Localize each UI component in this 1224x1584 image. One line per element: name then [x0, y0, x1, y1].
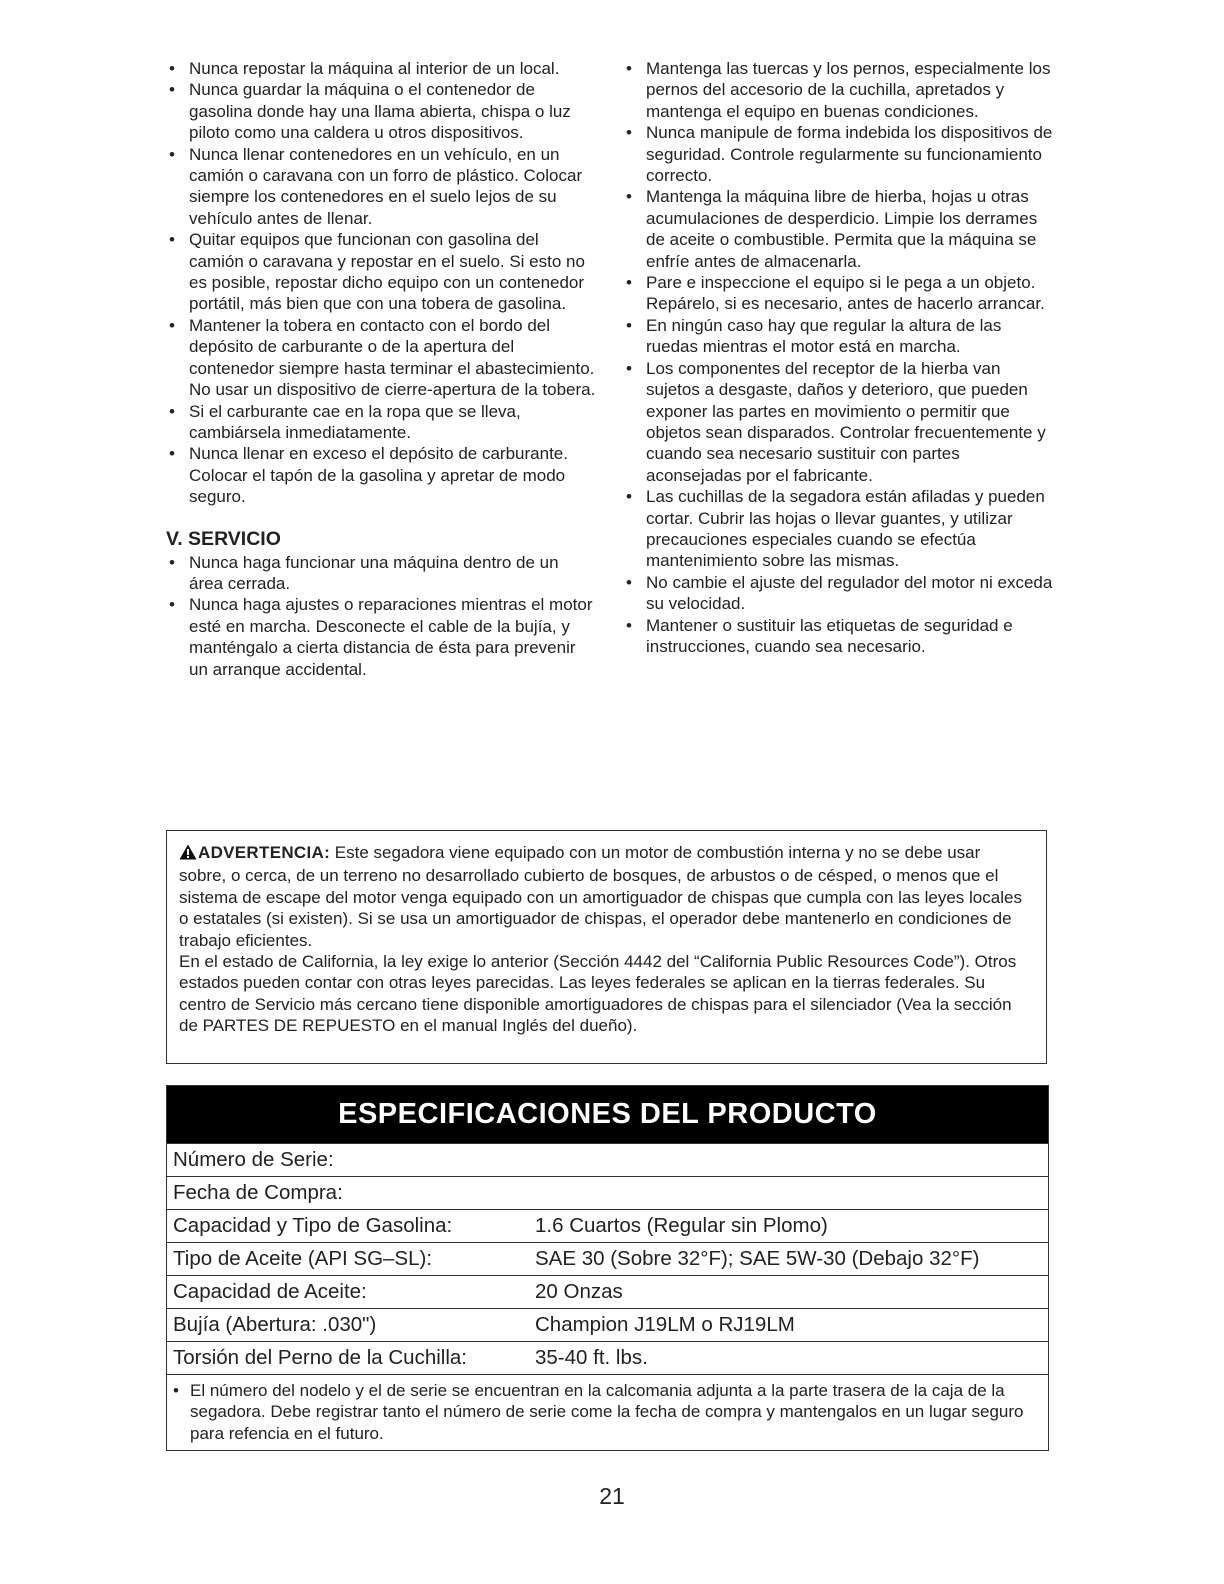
- spec-note: [167, 1374, 1048, 1450]
- left-column: [166, 58, 596, 680]
- table-row: [167, 1242, 1048, 1275]
- list-item: • Los componentes del receptor de la hierba van sujetos a desgaste, daños y deterioro, que pueden exponer las partes en movimiento o permitir que objetos sean disparados. Controlar frecuentemente y cuando sea necesario sustituir con partes aconsejadas por el fabricante.: [623, 358, 1058, 486]
- section-heading-servicio: V. SERVICIO: [166, 527, 281, 550]
- service-list: [166, 552, 596, 680]
- row-label: Bujía (Abertura: .030"): [173, 1313, 377, 1336]
- list-item: • No cambie el ajuste del regulador del motor ni exceda su velocidad.: [623, 572, 1058, 615]
- list-item: • Nunca manipule de forma indebida los dispositivos de seguridad. Controle regularmente su funcionamiento correcto.: [623, 122, 1058, 186]
- right-column: [623, 58, 1058, 657]
- warning-label: ADVERTENCIA:: [198, 843, 331, 862]
- warning-box: [166, 830, 1047, 1064]
- row-value: 20 Onzas: [535, 1280, 623, 1303]
- row-value: [535, 1144, 1048, 1176]
- list-item: • Quitar equipos que funcionan con gasolina del camión o caravana y repostar en el suelo. Si esto no es posible, repostar dicho equipo con un contenedor portátil, más bien que con una tobera de gasolina.: [166, 229, 596, 315]
- list-item: • Nunca llenar en exceso el depósito de carburante. Colocar el tapón de la gasolina y apretar de modo seguro.: [166, 443, 596, 507]
- row-label: Tipo de Aceite (API SG–SL):: [173, 1247, 433, 1270]
- row-label: Fecha de Compra:: [173, 1181, 343, 1204]
- row-label: Capacidad de Aceite:: [173, 1280, 367, 1303]
- page-number: 21: [599, 1483, 625, 1509]
- spec-title: ESPECIFICACIONES DEL PRODUCTO: [167, 1086, 1048, 1143]
- row-value: [535, 1177, 1048, 1209]
- row-value: Champion J19LM o RJ19LM: [535, 1313, 795, 1336]
- row-value: 35-40 ft. lbs.: [535, 1346, 648, 1369]
- table-row: [167, 1341, 1048, 1374]
- warning-text-1: Este segadora viene equipado con un motor de combustión interna y no se debe usar sobre, o cerca, de un terreno no desarrollado cubierto de bosques, de arbustos o de césped, o menos que el sistema de escape del motor venga equipado con un amortiguador de chispas que cumpla con las leyes locales o estatales (si existen). Si se usa un amortiguador de chispas, el operador debe mantenerlo en condiciones de trabajo eficientes.: [179, 843, 1022, 950]
- fueling-list: [166, 58, 596, 508]
- table-row: [167, 1209, 1048, 1242]
- list-item: • Mantener o sustituir las etiquetas de seguridad e instrucciones, cuando sea necesario.: [623, 615, 1058, 658]
- list-item: • Mantenga las tuercas y los pernos, especialmente los pernos del accesorio de la cuchilla, apretados y mantenga el equipo en buenas condiciones.: [623, 58, 1058, 122]
- table-row: [167, 1143, 1048, 1176]
- list-item: • Mantenga la máquina libre de hierba, hojas u otras acumulaciones de desperdicio. Limpie los derrames de aceite o combustible. Permita que la máquina se enfríe antes de almacenarla.: [623, 186, 1058, 272]
- list-item: • Mantener la tobera en contacto con el bordo del depósito de carburante o de la apertura del contenedor siempre hasta terminar el abastecimiento. No usar un dispositivo de cierre-apertura de la tobera.: [166, 315, 596, 401]
- list-item: • Si el carburante cae en la ropa que se lleva, cambiársela inmediatamente.: [166, 401, 596, 444]
- list-item: • Nunca llenar contenedores en un vehículo, en un camión o caravana con un forro de plástico. Colocar siempre los contenedores en el suelo lejos de su vehículo antes de llenar.: [166, 144, 596, 230]
- maintenance-list: [623, 58, 1058, 657]
- table-row: [167, 1275, 1048, 1308]
- row-label: Capacidad y Tipo de Gasolina:: [173, 1214, 453, 1237]
- row-value: 1.6 Cuartos (Regular sin Plomo): [535, 1214, 828, 1237]
- row-value: SAE 30 (Sobre 32°F); SAE 5W-30 (Debajo 32°F): [535, 1247, 980, 1270]
- list-item: • Nunca haga funcionar una máquina dentro de un área cerrada.: [166, 552, 596, 595]
- warning-paragraph-2: En el estado de California, la ley exige lo anterior (Sección 4442 del “California Public Resources Code”). Otros estados pueden contar con otras leyes parecidas. Las leyes federales se aplican en la tierras federales. Su centro de Servicio más cercano tiene disponible amortiguadores de chispas para el silenciador (Vea la sección de PARTES DE REPUESTO en el manual Inglés del dueño).: [179, 952, 1017, 1036]
- table-row: [167, 1308, 1048, 1341]
- list-item: • Nunca repostar la máquina al interior de un local.: [166, 58, 596, 79]
- list-item: • Nunca guardar la máquina o el contenedor de gasolina donde hay una llama abierta, chispa o luz piloto como una caldera u otros dispositivos.: [166, 79, 596, 143]
- warning-paragraph-1: [179, 842, 1032, 951]
- list-item: • Pare e inspeccione el equipo si le pega a un objeto. Repárelo, si es necesario, antes de hacerlo arrancar.: [623, 272, 1058, 315]
- list-item: • En ningún caso hay que regular la altura de las ruedas mientras el motor está en marcha.: [623, 315, 1058, 358]
- list-item: • Las cuchillas de la segadora están afiladas y pueden cortar. Cubrir las hojas o llevar guantes, y utilizar precauciones especiales cuando se efectúa mantenimiento sobre las mismas.: [623, 486, 1058, 572]
- table-row: [167, 1176, 1048, 1209]
- note-item: • El número del nodelo y el de serie se encuentran en la calcomania adjunta a la parte trasera de la caja de la segadora. Debe registrar tanto el número de serie come la fecha de compra y mantengalos en un lugar seguro para refencia en el futuro.: [173, 1380, 1040, 1444]
- list-item: • Nunca haga ajustes o reparaciones mientras el motor esté en marcha. Desconecte el cable de la bujía, y manténgalo a cierta distancia de ésta para prevenir un arranque accidental.: [166, 594, 596, 680]
- warning-triangle-icon: [179, 844, 197, 865]
- row-label: Torsión del Perno de la Cuchilla:: [173, 1346, 467, 1369]
- row-label: Número de Serie:: [173, 1148, 334, 1171]
- product-specifications-table: [166, 1085, 1049, 1451]
